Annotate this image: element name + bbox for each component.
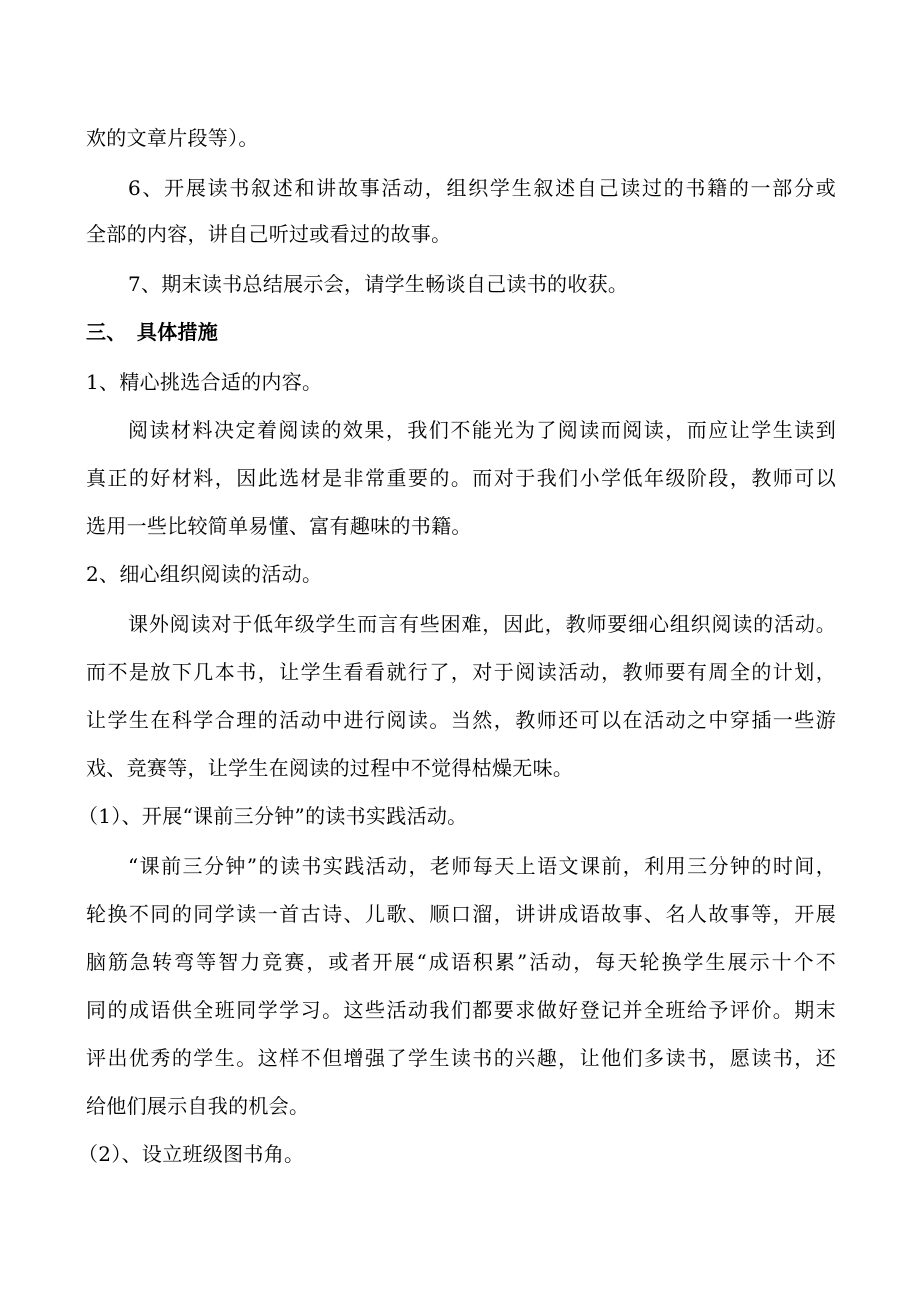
list-item-heading: 1、精心挑选合适的内容。 [86,370,323,394]
paragraph-line: 轮换不同的同学读一首古诗、儿歌、顺口溜，讲讲成语故事、名人故事等，开展 [86,902,836,926]
paragraph-line: 脑筋急转弯等智力竞赛，或者开展“成语积累”活动，每天轮换学生展示十个不 [86,950,836,974]
paragraph-line: 同的成语供全班同学学习。这些活动我们都要求做好登记并全班给予评价。期末 [86,998,836,1022]
list-item-heading: 2、细心组织阅读的活动。 [86,562,323,586]
sub-item-heading: （2）、设立班级图书角。 [78,1142,305,1166]
paragraph-line: 真正的好材料，因此选材是非常重要的。而对于我们小学低年级阶段，教师可以 [86,466,836,490]
section-heading: 三、 具体措施 [86,320,219,344]
paragraph-line: 而不是放下几本书，让学生看看就行了，对于阅读活动，教师要有周全的计划， [86,660,836,684]
paragraph-line: 评出优秀的学生。这样不但增强了学生读书的兴趣，让他们多读书，愿读书，还 [86,1046,836,1070]
paragraph-line: 课外阅读对于低年级学生而言有些困难，因此，教师要细心组织阅读的活动。 [128,612,836,636]
paragraph-line: 选用一些比较简单易懂、富有趣味的书籍。 [86,514,472,538]
paragraph-line: 6、开展读书叙述和讲故事活动，组织学生叙述自己读过的书籍的一部分或 [128,176,836,200]
paragraph-line: 让学生在科学合理的活动中进行阅读。当然，教师还可以在活动之中穿插一些游 [86,708,836,732]
paragraph-line: 戏、竞赛等，让学生在阅读的过程中不觉得枯燥无味。 [86,756,574,780]
sub-item-heading: （1）、开展“课前三分钟”的读书实践活动。 [78,804,468,828]
paragraph-line: 欢的文章片段等）。 [86,126,259,150]
paragraph-line: 给他们展示自我的机会。 [86,1094,310,1118]
paragraph-line: 全部的内容，讲自己听过或看过的故事。 [86,222,452,246]
paragraph-line: 7、期末读书总结展示会，请学生畅谈自己读书的收获。 [128,272,629,296]
paragraph-line: “课前三分钟”的读书实践活动，老师每天上语文课前，利用三分钟的时间， [128,854,836,878]
paragraph-line: 阅读材料决定着阅读的效果，我们不能光为了阅读而阅读，而应让学生读到 [128,418,836,442]
